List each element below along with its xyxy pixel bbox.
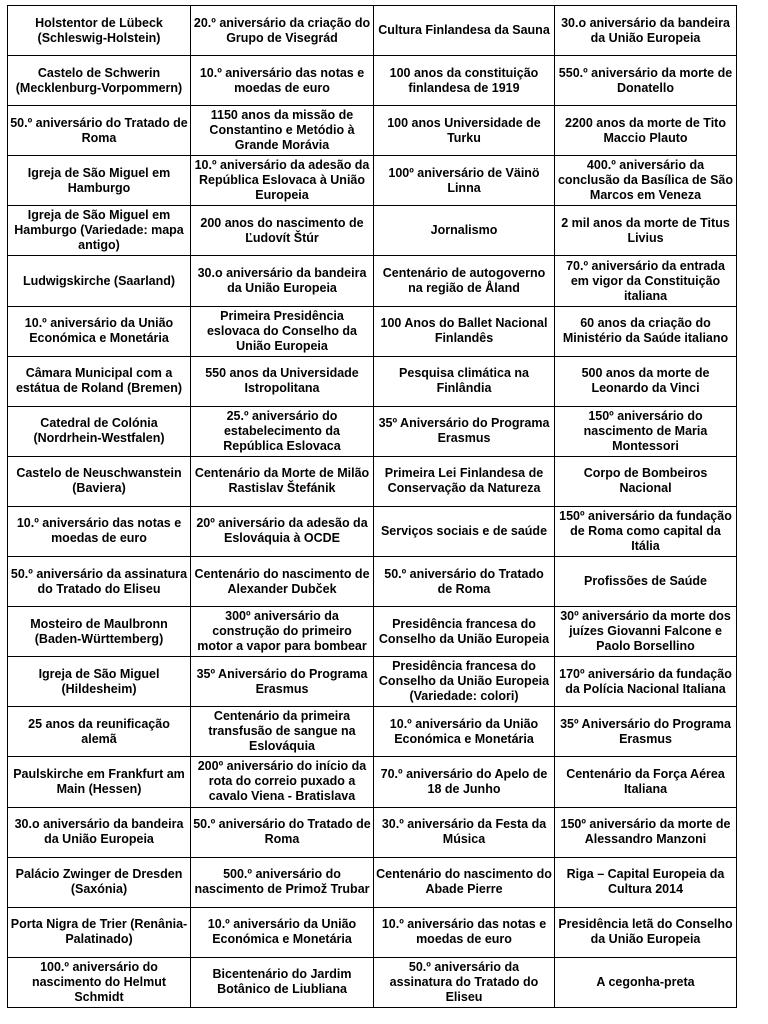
table-cell: Catedral de Colónia (Nordrhein-Westfalen) xyxy=(8,406,191,456)
table-row xyxy=(8,757,737,807)
table-cell: 25 anos da reunificação alemã xyxy=(8,707,191,757)
table-cell: 500 anos da morte de Leonardo da Vinci xyxy=(555,356,737,406)
coin-table-body xyxy=(8,6,737,1008)
table-cell: 50.º aniversário do Tratado de Roma xyxy=(191,807,374,857)
table-row xyxy=(8,406,737,456)
table-cell: Centenário do nascimento de Alexander Dubček xyxy=(191,557,374,607)
table-cell: Profissões de Saúde xyxy=(555,557,737,607)
table-row xyxy=(8,206,737,256)
table-cell: 2200 anos da morte de Tito Maccio Plauto xyxy=(555,106,737,156)
table-cell: Palácio Zwinger de Dresden (Saxónia) xyxy=(8,857,191,907)
table-cell: 200º aniversário do início da rota do correio puxado a cavalo Viena - Bratislava xyxy=(191,757,374,807)
table-cell: 20º aniversário da adesão da Eslováquia à OCDE xyxy=(191,506,374,556)
table-cell: 150º aniversário da morte de Alessandro Manzoni xyxy=(555,807,737,857)
table-cell: Ludwigskirche (Saarland) xyxy=(8,256,191,306)
table-cell: 10.º aniversário da União Económica e Monetária xyxy=(374,707,555,757)
table-row xyxy=(8,607,737,657)
table-cell: 10.º aniversário das notas e moedas de euro xyxy=(374,907,555,957)
table-cell: 35º Aniversário do Programa Erasmus xyxy=(191,657,374,707)
table-row xyxy=(8,106,737,156)
table-cell: Porta Nigra de Trier (Renânia-Palatinado) xyxy=(8,907,191,957)
table-cell: 30.o aniversário da bandeira da União Europeia xyxy=(191,256,374,306)
table-cell: Presidência francesa do Conselho da União Europeia xyxy=(374,607,555,657)
table-row xyxy=(8,456,737,506)
table-cell: Presidência letã do Conselho da União Europeia xyxy=(555,907,737,957)
table-cell: 10.º aniversário da União Económica e Monetária xyxy=(191,907,374,957)
table-row xyxy=(8,657,737,707)
table-cell: 150º aniversário da fundação de Roma como capital da Itália xyxy=(555,506,737,556)
table-cell: Câmara Municipal com a estátua de Roland (Bremen) xyxy=(8,356,191,406)
table-cell: Centenário do nascimento do Abade Pierre xyxy=(374,857,555,907)
table-row xyxy=(8,557,737,607)
table-cell: 70.º aniversário do Apelo de 18 de Junho xyxy=(374,757,555,807)
table-row xyxy=(8,907,737,957)
table-cell: 60 anos da criação do Ministério da Saúde italiano xyxy=(555,306,737,356)
table-cell: 2 mil anos da morte de Titus Livius xyxy=(555,206,737,256)
table-cell: Holstentor de Lübeck (Schleswig-Holstein) xyxy=(8,6,191,56)
table-cell: Igreja de São Miguel (Hildesheim) xyxy=(8,657,191,707)
table-cell: 1150 anos da missão de Constantino e Metódio à Grande Morávia xyxy=(191,106,374,156)
table-cell: 170º aniversário da fundação da Polícia Nacional Italiana xyxy=(555,657,737,707)
table-cell: 10.º aniversário das notas e moedas de euro xyxy=(191,56,374,106)
table-cell: 50.º aniversário do Tratado de Roma xyxy=(374,557,555,607)
table-cell: Bicentenário do Jardim Botânico de Liubliana xyxy=(191,957,374,1007)
table-row xyxy=(8,857,737,907)
table-cell: 30.º aniversário da Festa da Música xyxy=(374,807,555,857)
table-cell: Presidência francesa do Conselho da União Europeia (Variedade: colori) xyxy=(374,657,555,707)
table-cell: 500.º aniversário do nascimento de Primož Trubar xyxy=(191,857,374,907)
table-row xyxy=(8,707,737,757)
table-cell: 35º Aniversário do Programa Erasmus xyxy=(555,707,737,757)
table-cell: Jornalismo xyxy=(374,206,555,256)
table-cell: Serviços sociais e de saúde xyxy=(374,506,555,556)
table-row xyxy=(8,6,737,56)
table-row xyxy=(8,256,737,306)
table-cell: 100.º aniversário do nascimento do Helmut Schmidt xyxy=(8,957,191,1007)
table-cell: A cegonha-preta xyxy=(555,957,737,1007)
table-cell: Mosteiro de Maulbronn (Baden-Württemberg) xyxy=(8,607,191,657)
table-cell: 50.º aniversário da assinatura do Tratado do Eliseu xyxy=(8,557,191,607)
table-cell: Corpo de Bombeiros Nacional xyxy=(555,456,737,506)
table-row xyxy=(8,807,737,857)
table-row xyxy=(8,356,737,406)
table-cell: 550.º aniversário da morte de Donatello xyxy=(555,56,737,106)
table-cell: 100º aniversário de Väinö Linna xyxy=(374,156,555,206)
table-cell: 400.º aniversário da conclusão da Basílica de São Marcos em Veneza xyxy=(555,156,737,206)
table-cell: 30.o aniversário da bandeira da União Europeia xyxy=(8,807,191,857)
table-cell: 100 anos Universidade de Turku xyxy=(374,106,555,156)
table-cell: Igreja de São Miguel em Hamburgo (Variedade: mapa antigo) xyxy=(8,206,191,256)
table-cell: Centenário da Morte de Milão Rastislav Štefánik xyxy=(191,456,374,506)
table-cell: 30º aniversário da morte dos juízes Giovanni Falcone e Paolo Borsellino xyxy=(555,607,737,657)
table-cell: Castelo de Neuschwanstein (Baviera) xyxy=(8,456,191,506)
table-cell: 35º Aniversário do Programa Erasmus xyxy=(374,406,555,456)
table-cell: Primeira Lei Finlandesa de Conservação da Natureza xyxy=(374,456,555,506)
table-cell: Centenário de autogoverno na região de Åland xyxy=(374,256,555,306)
table-cell: 550 anos da Universidade Istropolitana xyxy=(191,356,374,406)
coin-table xyxy=(7,5,737,1008)
table-cell: 50.º aniversário do Tratado de Roma xyxy=(8,106,191,156)
table-cell: Pesquisa climática na Finlândia xyxy=(374,356,555,406)
table-cell: Cultura Finlandesa da Sauna xyxy=(374,6,555,56)
table-row xyxy=(8,156,737,206)
table-row xyxy=(8,56,737,106)
table-cell: 70.º aniversário da entrada em vigor da Constituição italiana xyxy=(555,256,737,306)
table-cell: Castelo de Schwerin (Mecklenburg-Vorpommern) xyxy=(8,56,191,106)
table-cell: Centenário da Força Aérea Italiana xyxy=(555,757,737,807)
table-cell: Paulskirche em Frankfurt am Main (Hessen) xyxy=(8,757,191,807)
table-cell: 20.º aniversário da criação do Grupo de Visegrád xyxy=(191,6,374,56)
table-cell: 10.º aniversário das notas e moedas de euro xyxy=(8,506,191,556)
table-cell: 200 anos do nascimento de Ľudovít Štúr xyxy=(191,206,374,256)
table-cell: 10.º aniversário da União Económica e Monetária xyxy=(8,306,191,356)
table-cell: 100 anos da constituição finlandesa de 1919 xyxy=(374,56,555,106)
table-cell: 50.º aniversário da assinatura do Tratado do Eliseu xyxy=(374,957,555,1007)
table-cell: Riga – Capital Europeia da Cultura 2014 xyxy=(555,857,737,907)
table-cell: Igreja de São Miguel em Hamburgo xyxy=(8,156,191,206)
table-cell: 10.º aniversário da adesão da República Eslovaca à União Europeia xyxy=(191,156,374,206)
table-row xyxy=(8,506,737,556)
table-cell: Primeira Presidência eslovaca do Conselho da União Europeia xyxy=(191,306,374,356)
table-cell: Centenário da primeira transfusão de sangue na Eslováquia xyxy=(191,707,374,757)
table-cell: 25.º aniversário do estabelecimento da República Eslovaca xyxy=(191,406,374,456)
table-row xyxy=(8,957,737,1007)
table-cell: 30.o aniversário da bandeira da União Europeia xyxy=(555,6,737,56)
table-row xyxy=(8,306,737,356)
table-cell: 150º aniversário do nascimento de Maria Montessori xyxy=(555,406,737,456)
table-cell: 300º aniversário da construção do primeiro motor a vapor para bombear xyxy=(191,607,374,657)
table-cell: 100 Anos do Ballet Nacional Finlandês xyxy=(374,306,555,356)
